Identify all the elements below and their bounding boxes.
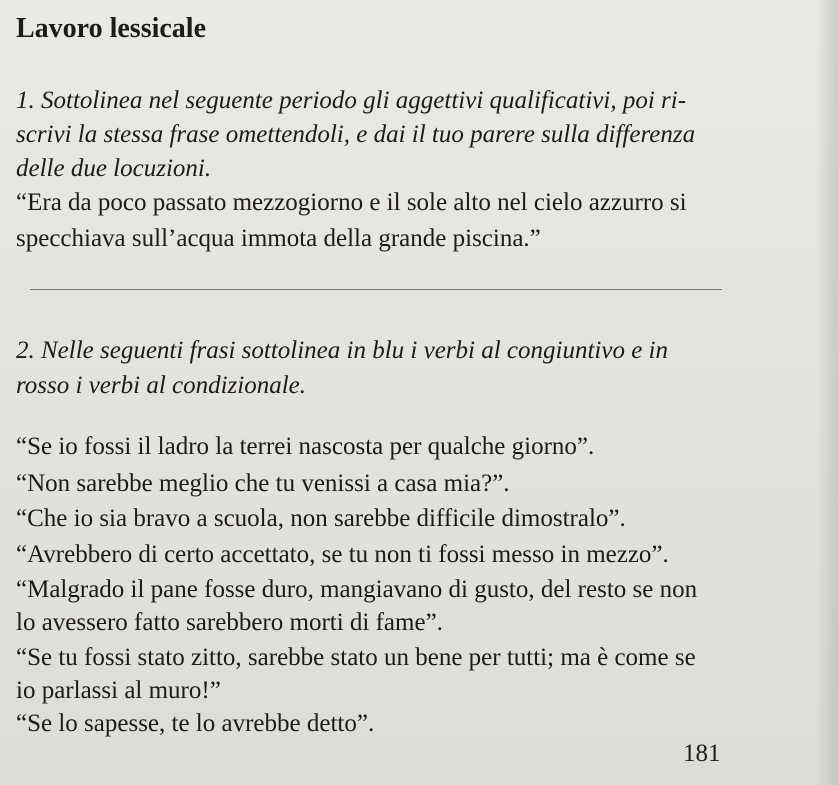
section-title: Lavoro lessicale (16, 13, 207, 44)
exercise-1-sentence-line-2: specchiava sull’acqua immota della grande piscina.” (16, 225, 541, 252)
exercise-2-sentence-6a: “Se tu fossi stato zitto, sarebbe stato un bene per tutti; ma è come se (16, 644, 696, 671)
exercise-2-instruction-line-2: rosso i verbi al condizionale. (16, 372, 307, 399)
exercise-2-instruction-line-1: 2. Nelle seguenti frasi sottolinea in blu i verbi al congiuntivo e in (16, 337, 669, 364)
exercise-2-sentence-5b: lo avessero fatto sarebbero morti di fame”. (16, 609, 443, 636)
answer-line (30, 289, 722, 290)
exercise-1-instruction-line-3: delle due locuzioni. (16, 155, 212, 182)
exercise-2-sentence-6b: io parlassi al muro!” (16, 677, 221, 704)
exercise-2-sentence-4: “Avrebbero di certo accettato, se tu non ti fossi messo in mezzo”. (16, 541, 669, 568)
exercise-2-sentence-7: “Se lo sapesse, te lo avrebbe detto”. (16, 710, 375, 737)
exercise-2-sentence-5a: “Malgrado il pane fosse duro, mangiavano di gusto, del resto se non (16, 576, 698, 603)
page-number: 181 (683, 740, 721, 767)
exercise-1-sentence-line-1: “Era da poco passato mezzogiorno e il sole alto nel cielo azzurro si (16, 189, 687, 216)
exercise-2-sentence-3: “Che io sia bravo a scuola, non sarebbe difficile dimostralo”. (16, 505, 626, 532)
page-edge-shadow (816, 0, 838, 785)
exercise-1-instruction-line-2: scrivi la stessa frase omettendoli, e dai il tuo parere sulla differenza (16, 121, 696, 148)
exercise-2-sentence-2: “Non sarebbe meglio che tu venissi a casa mia?”. (16, 470, 510, 497)
exercise-2-sentence-1: “Se io fossi il ladro la terrei nascosta per qualche giorno”. (16, 433, 595, 460)
exercise-1-instruction-line-1: 1. Sottolinea nel seguente periodo gli aggettivi qualificativi, poi ri- (16, 87, 687, 114)
